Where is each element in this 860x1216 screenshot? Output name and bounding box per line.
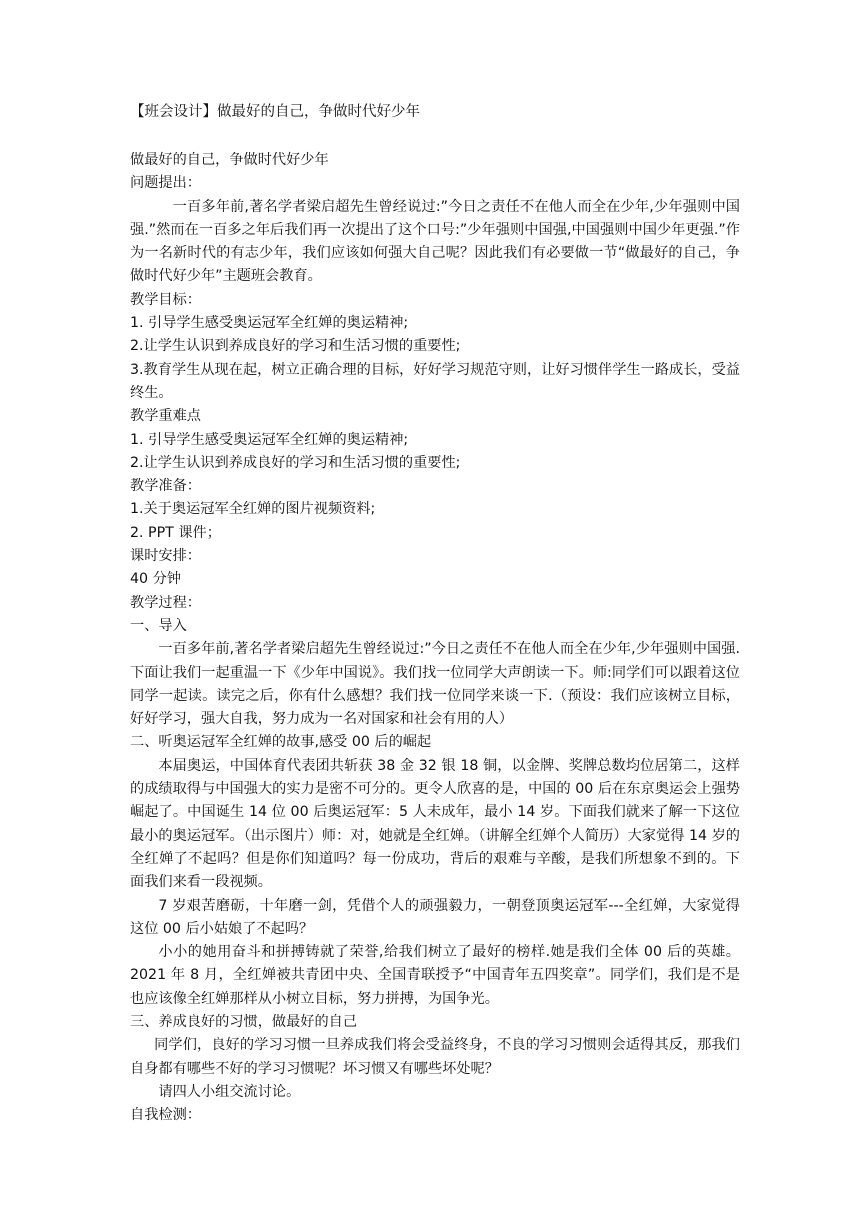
problem-label: 问题提出： <box>130 175 201 192</box>
preparation-item-2: 2. PPT 课件； <box>130 524 221 541</box>
section-2-paragraph-2: 7 岁艰苦磨砺，十年磨一剑，凭借个人的顽强毅力，一朝登顶奥运冠军---全红婵，大家觉得这位 00 后小姑娘了不起吗？ <box>130 897 740 937</box>
problem-paragraph: 一百多年前,著名学者梁启超先生曾经说过:”今日之责任不在他人而全在少年,少年强则中国强.”然而在一百多之年后我们再一次提出了这个口号:”少年强则中国强,中国强则中国少年更强.”作为一名新时代的有志少年，我们应该如何强大自己呢？因此我们有必要做一节“做最好的自己，争做时代好少年”主题班会教育。 <box>130 198 740 285</box>
goal-item-2: 2.让学生认识到养成良好的学习和生活习惯的重要性; <box>130 338 461 355</box>
section-1-paragraph: 一百多年前,著名学者梁启超先生曾经说过:”今日之责任不在他人而全在少年,少年强则中国强.下面让我们一起重温一下《少年中国说》。我们找一位同学大声朗读一下。师:同学们可以跟着这位同学一起读。读完之后，你有什么感想？我们找一位同学来谈一下.（预设：我们应该树立目标，好好学习，强大自我，努力成为一名对国家和社会有用的人） <box>130 641 740 728</box>
key-points-label: 教学重难点 <box>130 408 201 425</box>
goal-item-1: 1. 引导学生感受奥运冠军全红婵的奥运精神; <box>130 315 409 332</box>
section-3-title: 三、养成良好的习惯，做最好的自己 <box>130 1013 358 1030</box>
schedule-label: 课时安排： <box>130 548 201 565</box>
self-check-label: 自我检测： <box>130 1107 201 1124</box>
section-3-paragraph-1: 同学们，良好的学习习惯一旦养成我们将会受益终身，不良的学习习惯则会适得其反，那我们自身都有哪些不好的学习习惯呢？坏习惯又有哪些坏处呢？ <box>130 1037 740 1077</box>
document-subtitle: 做最好的自己，争做时代好少年 <box>130 152 329 168</box>
process-label: 教学过程： <box>130 594 201 611</box>
goal-item-3: 3.教育学生从现在起，树立正确合理的目标，好好学习规范守则，让好习惯伴学生一路成长，受益终生。 <box>130 361 740 401</box>
preparation-label: 教学准备： <box>130 478 201 495</box>
section-2-paragraph-3: 小小的她用奋斗和拼搏铸就了荣誉,给我们树立了最好的榜样.她是我们全体 00 后的英雄。2021 年 8 月，全红婵被共青团中央、全国青联授予“中国青年五四奖章”。同学们，我们是不是也应该像全红婵那样从小树立目标，努力拼搏，为国争光。 <box>130 944 740 1007</box>
section-2-paragraph-1: 本届奥运，中国体育代表团共斩获 38 金 32 银 18 铜，以金牌、奖牌总数均位居第二，这样的成绩取得与中国强大的实力是密不可分的。更令人欣喜的是，中国的 00 后在东京奥运会上强势崛起了。中国诞生 14 位 00 后奥运冠军：5 人未成年，最小 14 岁。下面我们就来了解一下这位最小的奥运冠军。（出示图片）师：对，她就是全红婵。（讲解全红婵个人简历）大家觉得 14 岁的全红婵了不起吗？但是你们知道吗？每一份成功，背后的艰难与辛酸，是我们所想象不到的。下面我们来看一段视频。 <box>130 757 740 891</box>
key-point-item-1: 1. 引导学生感受奥运冠军全红婵的奥运精神; <box>130 431 409 448</box>
schedule-value: 40 分钟 <box>130 571 181 588</box>
key-point-item-2: 2.让学生认识到养成良好的学习和生活习惯的重要性; <box>130 454 461 471</box>
section-3-paragraph-2: 请四人小组交流讨论。 <box>158 1083 301 1100</box>
section-1-title: 一、导入 <box>130 617 187 634</box>
document-header-title: 【班会设计】做最好的自己，争做时代好少年 <box>130 104 420 120</box>
section-2-title: 二、听奥运冠军全红婵的故事,感受 00 后的崛起 <box>130 734 432 751</box>
preparation-item-1: 1.关于奥运冠军全红婵的图片视频资料; <box>130 501 376 518</box>
document-page <box>130 100 740 1127</box>
goals-label: 教学目标： <box>130 291 201 308</box>
